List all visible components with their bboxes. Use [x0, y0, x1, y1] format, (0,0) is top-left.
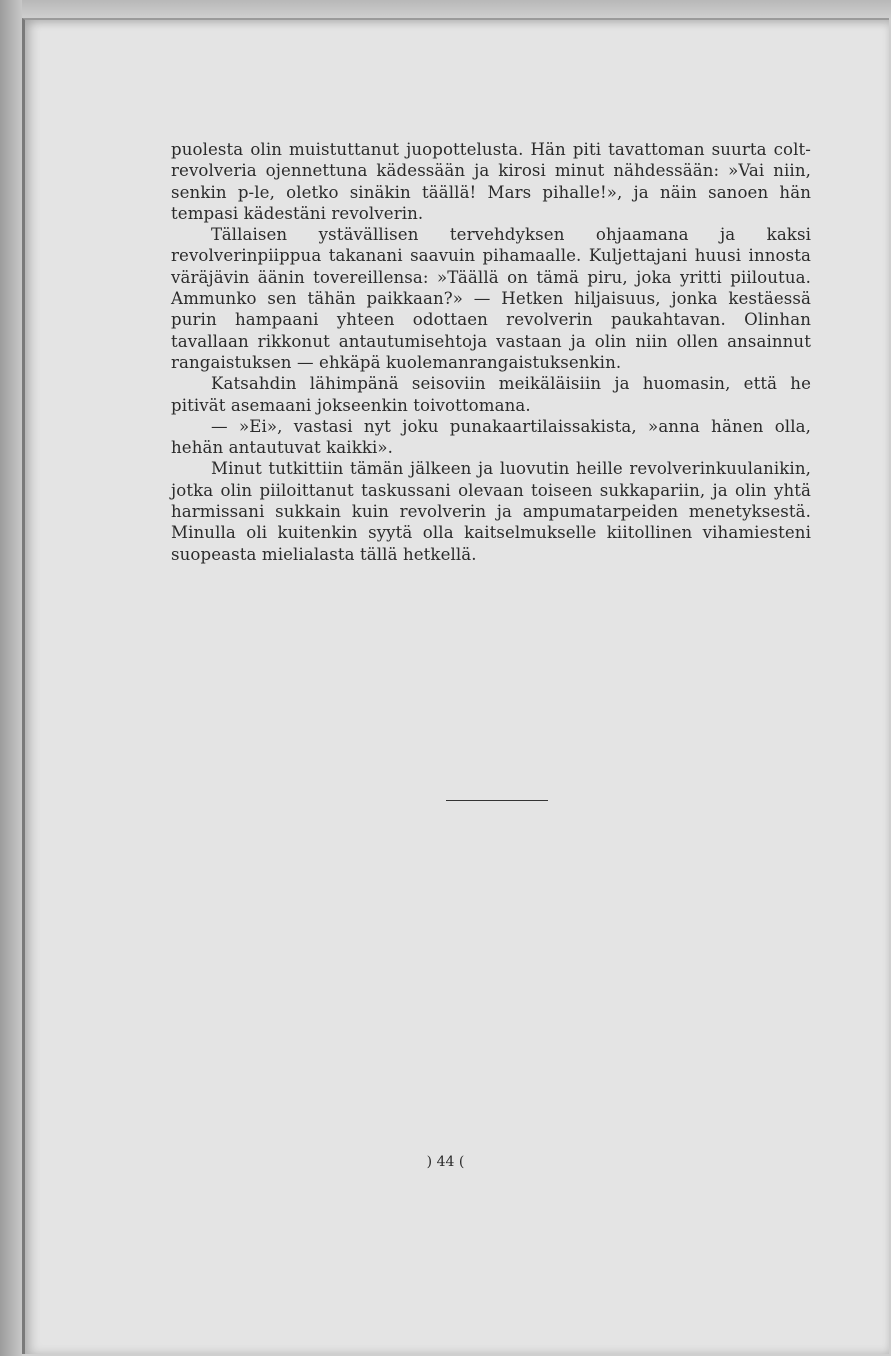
page-number: ) 44 ( — [426, 1154, 465, 1170]
paragraph: Minut tutkittiin tämän jälkeen ja luovutin heille revolverinkuulanikin, jotka olin piiloittanut taskussani olevaan toiseen sukkapariin, ja olin yhtä harmissani sukkain kuin revolverin ja ampumatarpeiden menetyksestä. Minulla oli kuitenkin syytä olla kaitselmukselle kiitollinen vihamiesteni suopeasta mielialasta tällä hetkellä. — [171, 459, 811, 564]
body-text — [171, 139, 811, 565]
paragraph: Tällaisen ystävällisen tervehdyksen ohjaamana ja kaksi revolverinpiippua takanani saavuin pihamaalle. Kuljettajani huusi innosta väräjävin äänin tovereillensa: »Täällä on tämä piru, joka yritti piiloutua. Ammunko sen tähän paikkaan?» — Hetken hiljaisuus, jonka kestäessä purin hampaani yhteen odottaen revolverin paukahtavan. Olinhan tavallaan rikkonut antautumisehtoja vastaan ja olin niin ollen ansainnut rangaistuksen — ehkäpä kuolemanrangaistuksenkin. — [171, 225, 811, 372]
section-divider — [446, 800, 548, 801]
page-edge-top — [0, 0, 891, 18]
paragraph-continuation: puolesta olin muistuttanut juopottelusta. Hän piti tavattoman suurta colt-revolveria ojennettuna kädessään ja kirosi minut nähdessään: »Vai niin, senkin p-le, oletko sinäkin täällä! Mars pihalle!», ja näin sanoen hän tempasi kädestäni revolverin. — [171, 140, 811, 223]
paragraph: — »Ei», vastasi nyt joku punakaartilaissakista, »anna hänen olla, hehän antautuvat kaikki». — [171, 416, 811, 458]
paragraph: Katsahdin lähimpänä seisoviin meikäläisiin ja huomasin, että he pitivät asemaani jokseenkin toivottomana. — [171, 374, 811, 415]
page-edge-left — [0, 0, 22, 1356]
